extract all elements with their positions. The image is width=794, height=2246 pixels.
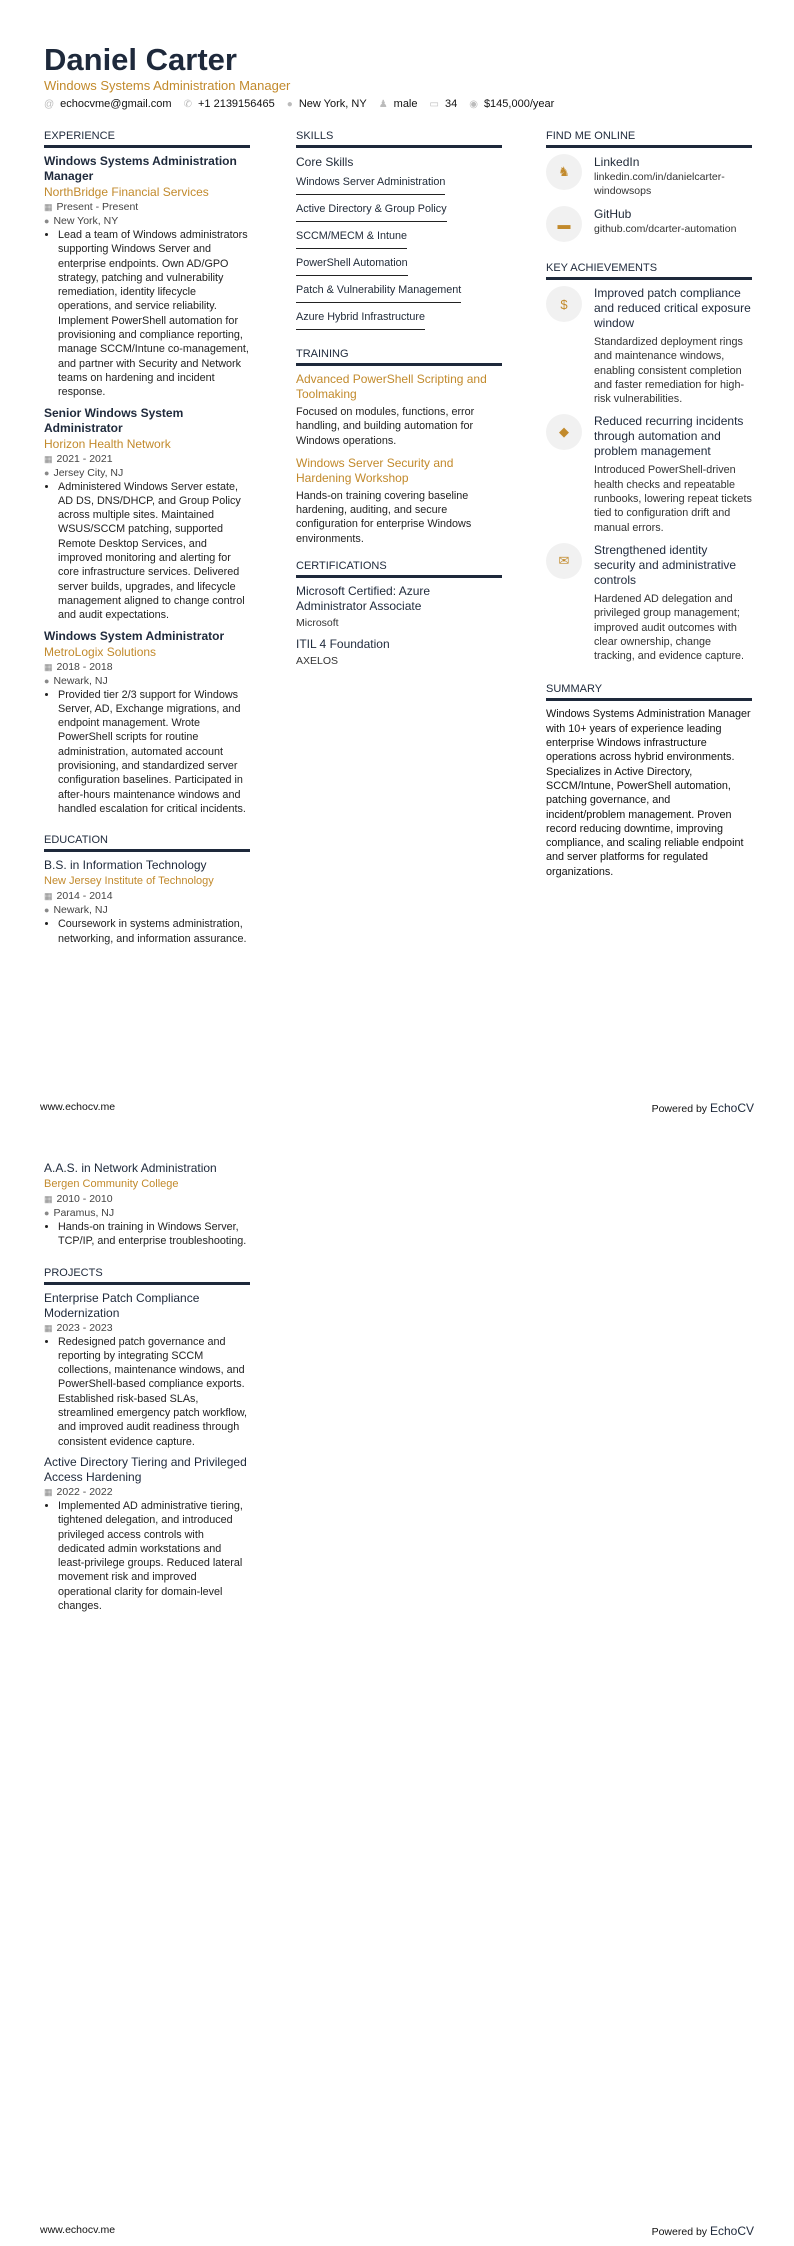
footer-site[interactable]: www.echocv.me: [40, 1101, 116, 1113]
candidate-title: Windows Systems Administration Manager: [44, 78, 291, 93]
education-item: B.S. in Information Technology New Jersey Institute of Technology ▦ 2014 - 2014 ● Newark, NJ • Coursework in systems administration, networking, and information assurance.: [44, 858, 250, 946]
footer: www.echocv.me Powered by EchoCV: [40, 2224, 754, 2238]
job-title: Senior Windows System Administrator: [44, 405, 184, 435]
brand-logo: EchoCV: [709, 1101, 754, 1115]
location-icon: ●: [44, 675, 50, 686]
bullet: • Administered Windows Server estate, AD DS, DNS/DHCP, and Group Policy across multiple sites. Maintained WSUS/SCCM patching, supported Remote Desktop Services, and improved monitoring and alerting for core infrastructure services. Delivered server builds, upgrades, and lifecycle management aligned to change control and audit expectations.: [58, 480, 250, 623]
company: Horizon Health Network: [44, 436, 171, 451]
company: NorthBridge Financial Services: [44, 185, 209, 199]
calendar-icon: ▦: [44, 1486, 53, 1497]
cert-issuer: AXELOS: [296, 655, 339, 668]
left-column: [44, 1161, 250, 1619]
company: MetroLogix Solutions: [44, 644, 157, 659]
contact-phone: ✆ +1 2139156465: [183, 98, 275, 110]
bullet: • Provided tier 2/3 support for Windows Server, AD, Exchange migrations, and endpoint management. Wrote PowerShell scripts for routine administration, automated account provisioning, and standardized server configuration baselines. Participated in after-hours maintenance windows and handled escalation for critical incidents.: [58, 688, 250, 817]
job-title: Windows Systems Administration Manager: [44, 154, 237, 183]
bullet: • Implemented AD administrative tiering, tightened delegation, and introduced privileged access controls with dedicated admin workstations and least-privilege groups. Reduced lateral movement risk and improved operational clarity for domain-level changes.: [58, 1499, 250, 1613]
online-link[interactable]: ▬ GitHub github.com/dcarter-automation: [546, 206, 752, 242]
skills-heading: Core Skills: [296, 155, 354, 169]
bullet: • Hands-on training in Windows Server, TCP/IP, and enterprise troubleshooting.: [58, 1220, 250, 1249]
section-heading: EXPERIENCE: [44, 130, 250, 148]
calendar-icon: ▦: [44, 661, 53, 672]
contact-bar: [44, 98, 554, 110]
bullet: • Coursework in systems administration, networking, and information assurance.: [58, 917, 250, 946]
degree: B.S. in Information Technology: [44, 858, 207, 873]
cert-title: Microsoft Certified: Azure Administrator Associate: [296, 584, 431, 614]
location: Jersey City, NJ: [53, 466, 124, 479]
school: Bergen Community College: [44, 1178, 179, 1190]
right-column: [546, 130, 752, 879]
school: New Jersey Institute of Technology: [44, 875, 214, 888]
skill-item: Active Directory & Group Policy: [296, 200, 447, 222]
training-desc: Focused on modules, functions, error handling, and building automation for Windows operations.: [296, 406, 475, 447]
location: New York, NY: [53, 215, 119, 227]
skill-item: PowerShell Automation: [296, 254, 408, 276]
bullet: • Lead a team of Windows administrators supporting Windows Server and enterprise endpoints. Own AD/GPO strategy, patching and vulnerability remediation, identity lifecycle operations, and service reliability. Implement PowerShell automation for provisioning and compliance reporting, manage SCCM/Intune co-management, and partner with Security and Network teams on hardening and incident response.: [58, 228, 250, 400]
person-icon: ♟: [378, 99, 388, 110]
degree: A.A.S. in Network Administration: [44, 1161, 217, 1175]
section-heading: KEY ACHIEVEMENTS: [546, 262, 752, 280]
skill-item: SCCM/MECM & Intune: [296, 227, 407, 249]
at-icon: @: [44, 99, 55, 110]
footer-site[interactable]: www.echocv.me: [40, 2224, 116, 2236]
job-title: Windows System Administrator: [44, 628, 225, 643]
contact-salary: ◉ $145,000/year: [469, 98, 555, 110]
project-title: Active Directory Tiering and Privileged Access Hardening: [44, 1454, 247, 1484]
document-dollar-icon: $: [546, 286, 582, 322]
middle-column: [296, 130, 502, 675]
location-icon: ●: [44, 1208, 50, 1218]
section-heading: SKILLS: [296, 130, 502, 148]
experience-item: [44, 629, 250, 817]
calendar-icon: ▦: [44, 202, 53, 212]
section-heading: TRAINING: [296, 348, 502, 366]
envelope-icon: ✉: [546, 543, 582, 579]
contact-age: ▭ 34: [429, 98, 458, 110]
linkedin-icon: ♞: [546, 154, 582, 190]
online-link[interactable]: ♞ LinkedIn linkedin.com/in/danielcarter-windowsops: [546, 154, 752, 198]
experience-item: [44, 154, 250, 400]
training-title: Windows Server Security and Hardening Workshop: [296, 455, 454, 485]
cert-issuer: Microsoft: [296, 617, 339, 630]
project-item: Enterprise Patch Compliance Modernization ▦ 2023 - 2023 • Redesigned patch governance and reporting by integrating SCCM collections, maintenance windows, and PowerShell-based compliance exports. Established risk-based SLAs, streamlined emergency patch workflow, and improved audit readiness through consistent evidence capture.: [44, 1291, 250, 1449]
dates: Present - Present: [56, 201, 139, 213]
location: Newark, NJ: [53, 674, 108, 687]
candidate-name: Daniel Carter: [44, 42, 237, 77]
location-icon: ●: [286, 99, 293, 110]
section-heading: SUMMARY: [546, 683, 752, 701]
bullet: • Redesigned patch governance and reporting by integrating SCCM collections, maintenance windows, and PowerShell-based compliance exports. Established risk-based SLAs, streamlined emergency patch workflow, and improved audit readiness through consistent evidence capture.: [58, 1335, 250, 1449]
experience-item: [44, 406, 250, 623]
achievement: ✉ Strengthened identity security and administrative controls Hardened AD delegation and privileged group management; improved audit outcomes with clear ownership, change tracking, and evidence capture.: [546, 543, 752, 663]
training-desc: Hands-on training covering baseline hardening, auditing, and secure configuration for enterprise Windows environments.: [296, 489, 472, 545]
contact-email: @ echocvme@gmail.com: [44, 98, 172, 110]
dates: 2021 - 2021: [56, 452, 113, 465]
education-item: A.A.S. in Network Administration Bergen Community College ▦ 2010 - 2010 ● Paramus, NJ • Hands-on training in Windows Server, TCP/IP, and enterprise troubleshooting.: [44, 1161, 250, 1249]
location-icon: ●: [44, 216, 50, 226]
project-item: Active Directory Tiering and Privileged Access Hardening ▦ 2022 - 2022 • Implemented AD administrative tiering, tightened delegation, and introduced privileged access controls with dedicated admin workstations and least-privilege groups. Reduced lateral movement risk and improved operational clarity for domain-level changes.: [44, 1455, 250, 1613]
location-icon: ●: [44, 467, 50, 478]
calendar-icon: ▦: [44, 1194, 53, 1204]
cert-title: ITIL 4 Foundation: [296, 637, 390, 652]
achievement: ◆ Reduced recurring incidents through automation and problem management Introduced PowerShell-driven health checks and repeatable runbooks, lowering repeat tickets tied to configuration drift and manual errors.: [546, 414, 752, 534]
project-title: Enterprise Patch Compliance Modernization: [44, 1290, 200, 1320]
calendar-icon: ▭: [429, 99, 439, 110]
phone-icon: ✆: [183, 99, 192, 110]
dates: 2018 - 2018: [56, 660, 113, 673]
box-icon: ◆: [546, 414, 582, 450]
section-heading: PROJECTS: [44, 1267, 250, 1285]
left-column: [44, 130, 250, 952]
training-title: Advanced PowerShell Scripting and Toolmaking: [296, 372, 487, 401]
achievement: $ Improved patch compliance and reduced critical exposure window Standardized deployment rings and maintenance windows, enabling consistent completion and faster remediation for high-risk vulnerabilities.: [546, 286, 752, 406]
page-2: [0, 1123, 794, 2246]
calendar-icon: ▦: [44, 891, 53, 902]
contact-location: ● New York, NY: [286, 98, 367, 110]
calendar-icon: ▦: [44, 453, 53, 464]
location-icon: ●: [44, 905, 50, 916]
section-heading: EDUCATION: [44, 834, 250, 852]
footer: www.echocv.me Powered by EchoCV: [40, 1101, 754, 1115]
section-heading: FIND ME ONLINE: [546, 130, 752, 148]
skill-item: Patch & Vulnerability Management: [296, 281, 461, 303]
github-icon: ▬: [546, 206, 582, 242]
contact-gender: ♟ male: [378, 98, 418, 110]
brand-logo: EchoCV: [709, 2224, 754, 2238]
money-icon: ◉: [469, 99, 478, 110]
skill-item: Windows Server Administration: [296, 173, 445, 195]
skill-item: Azure Hybrid Infrastructure: [296, 308, 425, 330]
summary-text: Windows Systems Administration Manager with 10+ years of experience leading enterprise Windows infrastructure operations across hybrid environments. Specializes in Active Directory, SCCM/Intune, PowerShell automation, patching governance, and incident/problem management. Proven record reducing downtime, improving compliance, and scaling reliable endpoint and server platforms for regulated organizations.: [546, 708, 751, 878]
calendar-icon: ▦: [44, 1322, 53, 1333]
section-heading: CERTIFICATIONS: [296, 560, 502, 578]
